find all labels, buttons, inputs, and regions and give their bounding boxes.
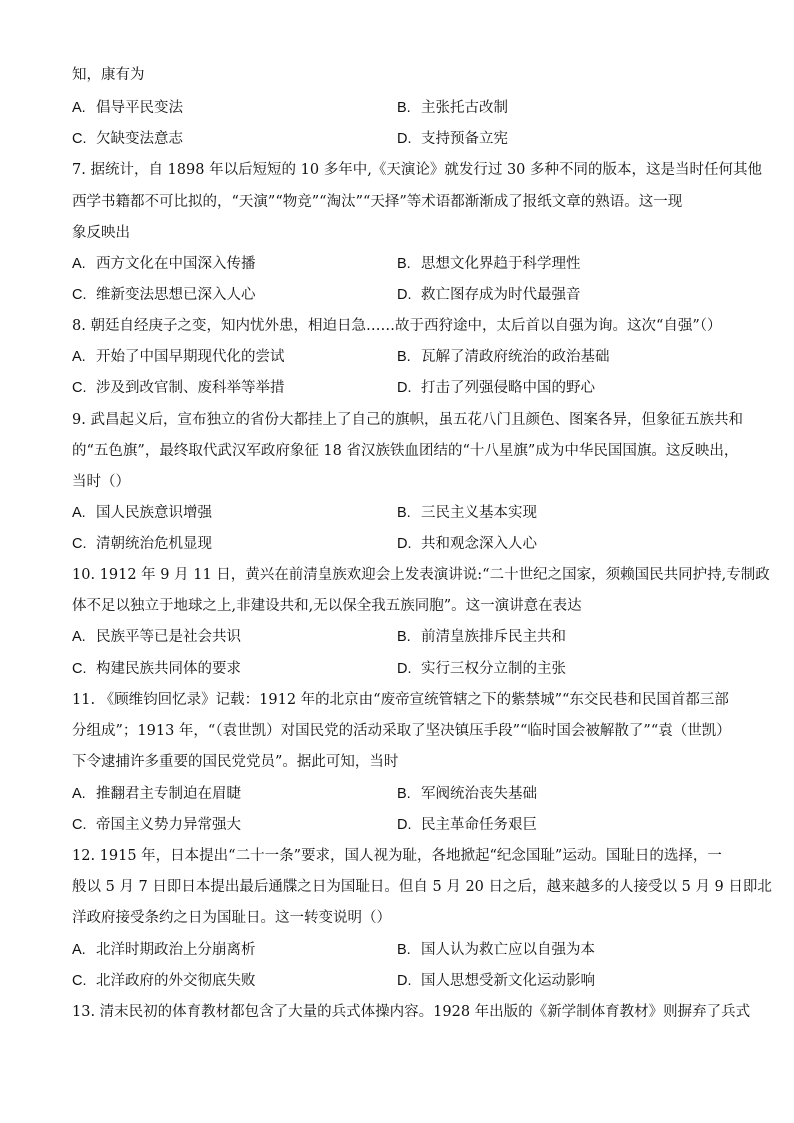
q10-stem-line: 10. 1912 年 9 月 11 日，黄兴在前清皇族欢迎会上发表演讲说:“二十世纪之国家，须赖国民共同护持,专制政: [72, 567, 770, 583]
option-b: B. 三民主义基本实现: [397, 505, 537, 521]
q12-stem-line: 般以 5 月 7 日即日本提出最后通牒之日为国耻日。但自 5 月 20 日之后，越来越多的人接受以 5 月 9 日即北: [72, 879, 772, 895]
option-d: D. 支持预备立宪: [397, 131, 508, 147]
option-b: B. 国人认为救亡应以自强为本: [397, 942, 595, 958]
option-b: B. 主张托古改制: [397, 100, 508, 116]
option-a: A. 西方文化在中国深入传播: [72, 256, 256, 272]
option-c: C. 北洋政府的外交彻底失败: [72, 973, 256, 989]
q7-stem-line: 7. 据统计，自 1898 年以后短短的 10 多年中,《天演论》就发行过 30 多种不同的版本，这是当时任何其他: [72, 162, 763, 178]
q7-stem-line: 西学书籍都不可比拟的，“天演”“物竞”“淘汰”“天择”等术语都渐渐成了报纸文章的熟语。这一现: [72, 194, 683, 210]
option-c: C. 欠缺变法意志: [72, 131, 183, 147]
option-a: A. 国人民族意识增强: [72, 505, 212, 521]
option-c: C. 涉及到改官制、废科举等举措: [72, 380, 285, 396]
q9-stem-line: 的“五色旗”，最终取代武汉军政府象征 18 省汉族铁血团结的“十八星旗”成为中华民国国旗。这反映出，: [72, 443, 739, 459]
option-c: C. 构建民族共同体的要求: [72, 661, 241, 677]
option-c: C. 帝国主义势力异常强大: [72, 817, 241, 833]
option-a: A. 北洋时期政治上分崩离析: [72, 942, 256, 958]
q12-stem-line: 洋政府接受条约之日为国耻日。这一转变说明（）: [72, 910, 391, 926]
option-a: A. 推翻君主专制迫在眉睫: [72, 786, 241, 802]
option-d: D. 国人思想受新文化运动影响: [397, 973, 595, 989]
option-a: A. 倡导平民变法: [72, 100, 183, 116]
q10-stem-line: 体不足以独立于地球之上,非建设共和,无以保全我五族同胞”。这一演讲意在表达: [72, 598, 582, 614]
q11-stem-line: 分组成”；1913 年，“（袁世凯）对国民党的活动采取了坚决镇压手段”“临时国会被解散了”“袁（世凯）: [72, 723, 731, 739]
option-a: A. 开始了中国早期现代化的尝试: [72, 349, 285, 365]
option-b: B. 瓦解了清政府统治的政治基础: [397, 349, 610, 365]
option-a: A. 民族平等已是社会共识: [72, 629, 241, 645]
q13-stem-line: 13. 清末民初的体育教材都包含了大量的兵式体操内容。1928 年出版的《新学制体育教材》则摒弃了兵式: [72, 1004, 751, 1020]
option-d: D. 救亡图存成为时代最强音: [397, 287, 581, 303]
option-d: D. 民主革命任务艰巨: [397, 817, 537, 833]
option-b: B. 前清皇族排斥民主共和: [397, 629, 566, 645]
q11-stem-line: 下令逮捕许多重要的国民党党员”。据此可知，当时: [72, 754, 399, 770]
q12-stem-line: 12. 1915 年，日本提出“二十一条”要求，国人视为耻，各地掀起“纪念国耻”运动。国耻日的选择，一: [72, 848, 722, 864]
q8-stem-line: 8. 朝廷自经庚子之变，知内忧外患，相迫日急……故于西狩途中，太后首以自强为询。这次“自强”（）: [72, 318, 722, 334]
option-b: B. 军阀统治丧失基础: [397, 786, 537, 802]
option-d: D. 共和观念深入人心: [397, 536, 537, 552]
option-d: D. 实行三权分立制的主张: [397, 661, 566, 677]
option-c: C. 维新变法思想已深入人心: [72, 287, 256, 303]
option-c: C. 清朝统治危机显现: [72, 536, 212, 552]
option-d: D. 打击了列强侵略中国的野心: [397, 380, 595, 396]
q9-stem-line: 当时（）: [72, 474, 130, 490]
q9-stem-line: 9. 武昌起义后，宣布独立的省份大都挂上了自己的旗帜，虽五花八门且颜色、图案各异，但象征五族共和: [72, 412, 743, 428]
q7-stem-line: 象反映出: [72, 225, 130, 241]
option-b: B. 思想文化界趋于科学理性: [397, 256, 581, 272]
q11-stem-line: 11. 《顾维钧回忆录》记载：1912 年的北京由“废帝宣统管辖之下的紫禁城”“东交民巷和民国首都三部: [72, 692, 729, 708]
intro-tail-line: 知，康有为: [72, 67, 145, 83]
